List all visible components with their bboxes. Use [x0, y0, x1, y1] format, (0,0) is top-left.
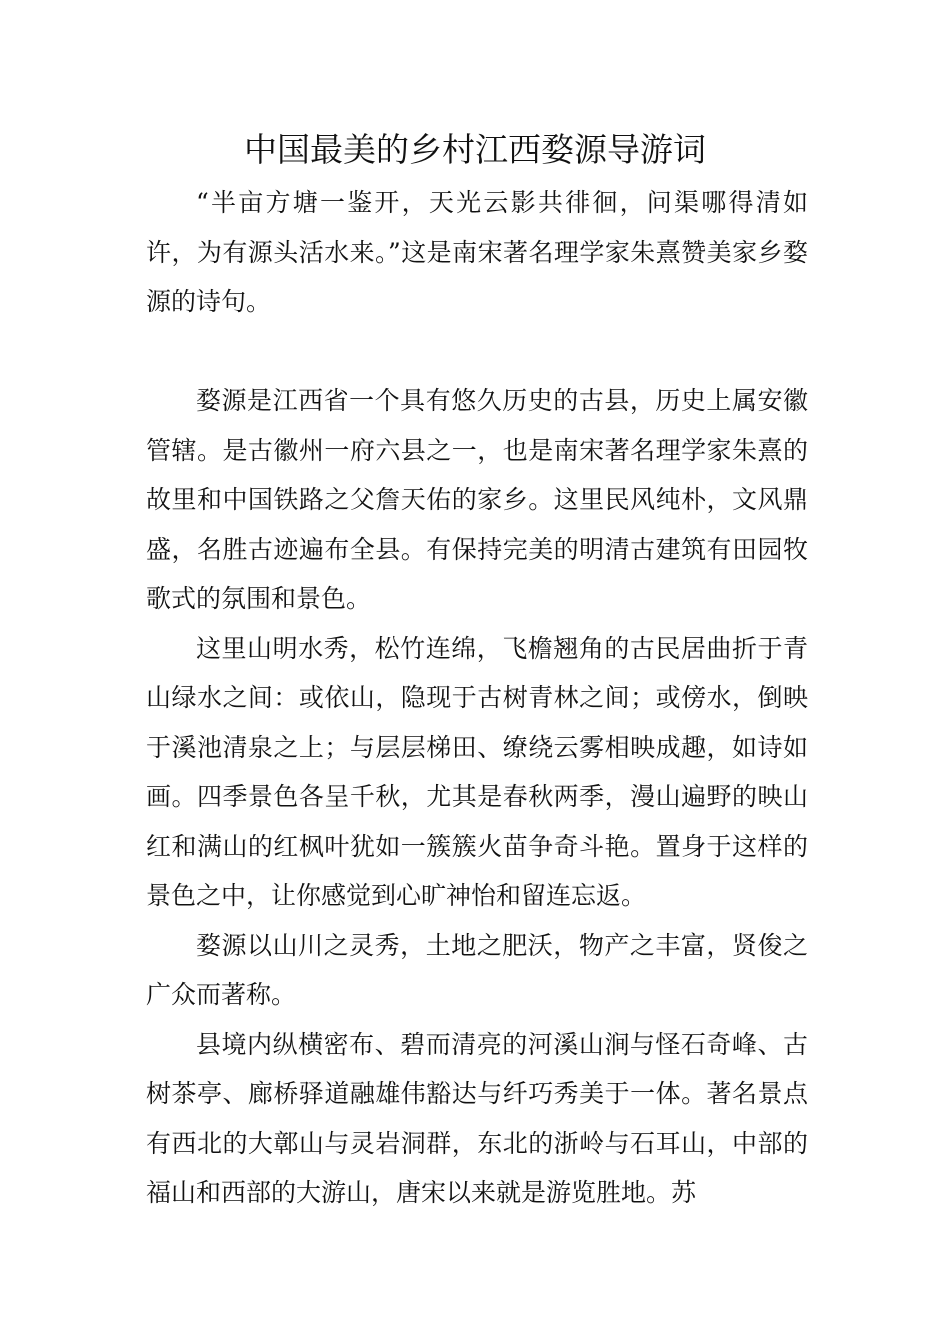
document-title: 中国最美的乡村江西婺源导游词	[244, 130, 706, 169]
paragraph-2: 婺源是江西省一个具有悠久历史的古县，历史上属安徽管辖。是古徽州一府六县之一，也是南宋著名理学家朱熹的故里和中国铁路之父詹天佑的家乡。这里民风纯朴，文风鼎盛，名胜古迹遍布全县。有保持完美的明清古建筑有田园牧歌式的氛围和景色。	[146, 386, 808, 613]
intro-block	[146, 178, 808, 327]
main-text-block	[146, 376, 808, 1218]
paragraph-1: “半亩方塘一鉴开，天光云影共徘徊，问渠哪得清如许，为有源头活水来。”这是南宋著名理学家朱熹赞美家乡婺源的诗句。	[146, 188, 808, 316]
paragraph-3: 这里山明水秀，松竹连绵，飞檐翘角的古民居曲折于青山绿水之间：或依山，隐现于古树青林之间；或傍水，倒映于溪池清泉之上；与层层梯田、缭绕云雾相映成趣，如诗如画。四季景色各呈千秋，尤其是春秋两季，漫山遍野的映山红和满山的红枫叶犹如一簇簇火苗争奇斗艳。置身于这样的景色之中，让你感觉到心旷神怡和留连忘返。	[146, 633, 808, 910]
paragraph-4: 婺源以山川之灵秀，土地之肥沃，物产之丰富，贤俊之广众而著称。	[146, 930, 808, 1009]
paragraph-5: 县境内纵横密布、碧而清亮的河溪山涧与怪石奇峰、古树茶亭、廊桥驿道融雄伟豁达与纤巧秀美于一体。著名景点有西北的大鄣山与灵岩洞群，东北的浙岭与石耳山，中部的福山和西部的大游山，唐宋以来就是游览胜地。苏	[146, 1029, 808, 1207]
